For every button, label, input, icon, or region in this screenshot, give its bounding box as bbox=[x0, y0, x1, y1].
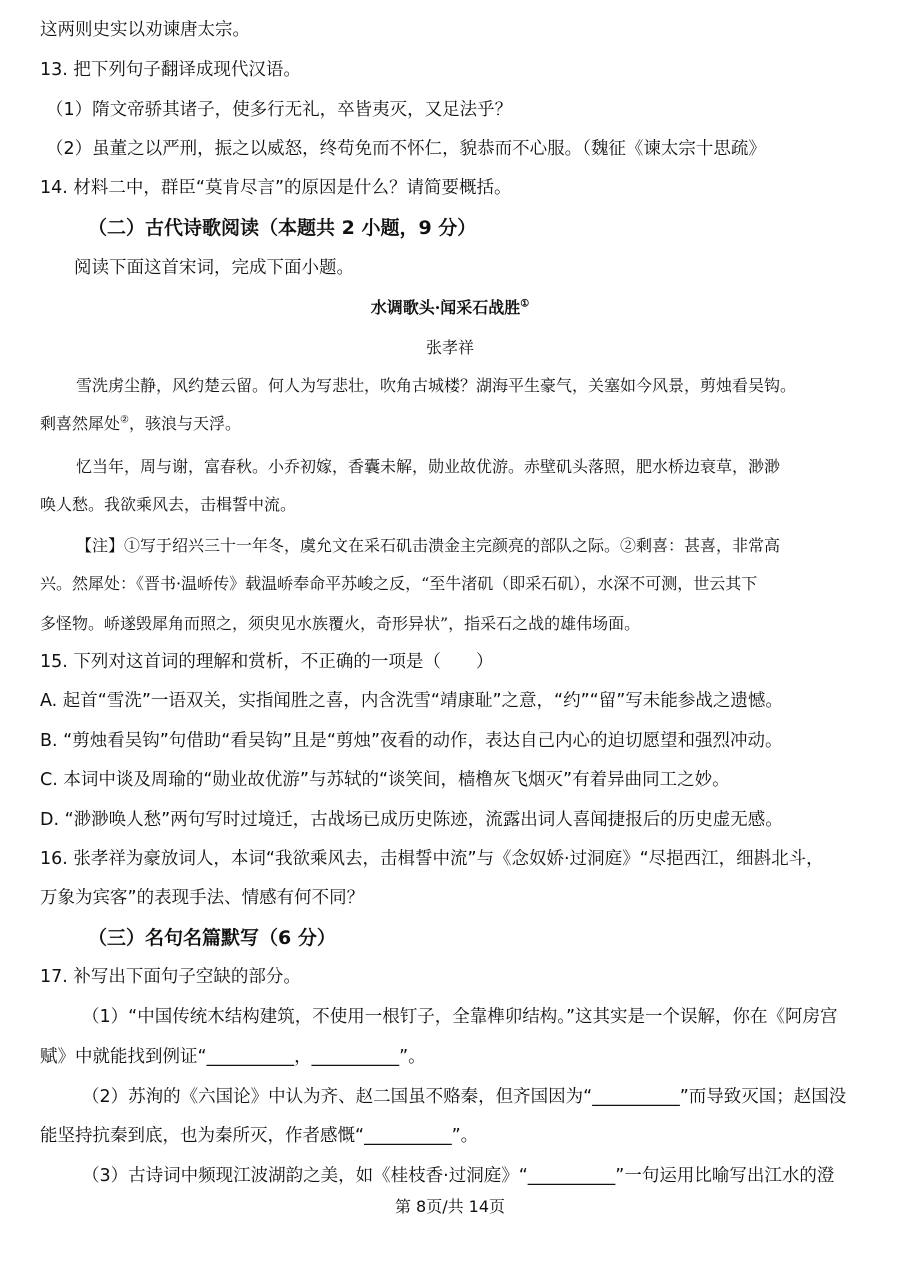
reading-intro: 阅读下面这首宋词，完成下面小题。 bbox=[74, 258, 354, 278]
poem-line: 雪洗虏尘静，风约楚云留。何人为写悲壮，吹角古城楼？湖海平生豪气，关塞如今风景，剪烛看吴钩。 bbox=[76, 376, 797, 395]
question-16-cont: 万象为宾客”的表现手法、情感有何不同？ bbox=[40, 888, 365, 908]
question-17-item-2: （2）苏洵的《六国论》中认为齐、赵二国虽不赂秦，但齐国因为“__________”而导致灭国；赵国没 bbox=[82, 1087, 847, 1107]
question-13-item-2: （2）虽董之以严刑，振之以威怒，终苟免而不怀仁，貌恭而不心服。（魏征《谏太宗十思疏》 bbox=[46, 139, 766, 159]
footnote-marker: ② bbox=[120, 414, 129, 426]
poem-author: 张孝祥 bbox=[425, 338, 474, 357]
question-17-item-3: （3）古诗词中频现江波湖韵之美，如《桂枝香·过洞庭》“__________”一句运用比喻写出江水的澄 bbox=[82, 1166, 835, 1186]
section-heading-2: （二）古代诗歌阅读（本题共 2 小题，9 分） bbox=[88, 217, 477, 239]
question-13-item-1: （1）隋文帝骄其诸子，使多行无礼，卒皆夷灭，又足法乎？ bbox=[46, 100, 513, 120]
question-16: 16. 张孝祥为豪放词人，本词“我欲乘风去，击楫誓中流”与《念奴娇·过洞庭》“尽挹西江，细斟北斗， bbox=[40, 849, 824, 869]
footnote-marker: ① bbox=[520, 298, 530, 310]
poem-title: 水调歌头·闻采石战胜① bbox=[370, 298, 530, 317]
poem-line: 剩喜然犀处②，骇浪与天浮。 bbox=[40, 414, 241, 433]
question-14: 14. 材料二中，群臣“莫肯尽言”的原因是什么？请简要概括。 bbox=[40, 178, 512, 198]
option-c: C. 本词中谈及周瑜的“勋业故优游”与苏轼的“谈笑间，樯橹灰飞烟灭”有着异曲同工之妙。 bbox=[40, 770, 730, 790]
poem-line: 唤人愁。我欲乘风去，击楫誓中流。 bbox=[40, 495, 297, 514]
question-17: 17. 补写出下面句子空缺的部分。 bbox=[40, 967, 301, 987]
question-15: 15. 下列对这首词的理解和赏析，不正确的一项是（ ） bbox=[40, 652, 494, 672]
poem-line: 忆当年，周与谢，富春秋。小乔初嫁，香囊未解，勋业故优游。赤壁矶头落照，肥水桥边衰草，渺渺 bbox=[76, 457, 781, 476]
question-17-item-1: （1）“中国传统木结构建筑，不使用一根钉子，全靠榫卯结构。”这其实是一个误解，你在《阿房宫 bbox=[82, 1007, 838, 1027]
poem-note: 【注】①写于绍兴三十一年冬，虞允文在采石矶击溃金主完颜亮的部队之际。②剩喜：甚喜，非常高 bbox=[76, 536, 781, 555]
question-17-item-1-cont: 赋》中就能找到例证“__________，__________”。 bbox=[40, 1047, 426, 1067]
text-line: 这两则史实以劝谏唐太宗。 bbox=[40, 20, 250, 40]
poem-note: 兴。然犀处：《晋书·温峤传》载温峤奉命平苏峻之反，“至牛渚矶（即采石矶），水深不可测，世云其下 bbox=[40, 574, 758, 593]
question-17-item-2-cont: 能坚持抗秦到底，也为秦所灭，作者感慨“__________”。 bbox=[40, 1126, 479, 1146]
option-d: D. “渺渺唤人愁”两句写时过境迁，古战场已成历史陈迹，流露出词人喜闻捷报后的历史虚无感。 bbox=[40, 810, 783, 830]
poem-note: 多怪物。峤遂毁犀角而照之，须臾见水族覆火，奇形异状”，指采石之战的雄伟场面。 bbox=[40, 614, 641, 633]
option-a: A. 起首“雪洗”一语双关，实指闻胜之喜，内含洗雪“靖康耻”之意，“约”“留”写未能参战之遗憾。 bbox=[40, 691, 783, 711]
page-footer: 第 8页/共 14页 bbox=[394, 1197, 506, 1216]
question-13: 13. 把下列句子翻译成现代汉语。 bbox=[40, 60, 301, 80]
section-heading-3: （三）名句名篇默写（6 分） bbox=[88, 927, 336, 949]
option-b: B. “剪烛看吴钩”句借助“看吴钩”且是“剪烛”夜看的动作，表达自己内心的迫切愿望和强烈冲动。 bbox=[40, 731, 783, 751]
